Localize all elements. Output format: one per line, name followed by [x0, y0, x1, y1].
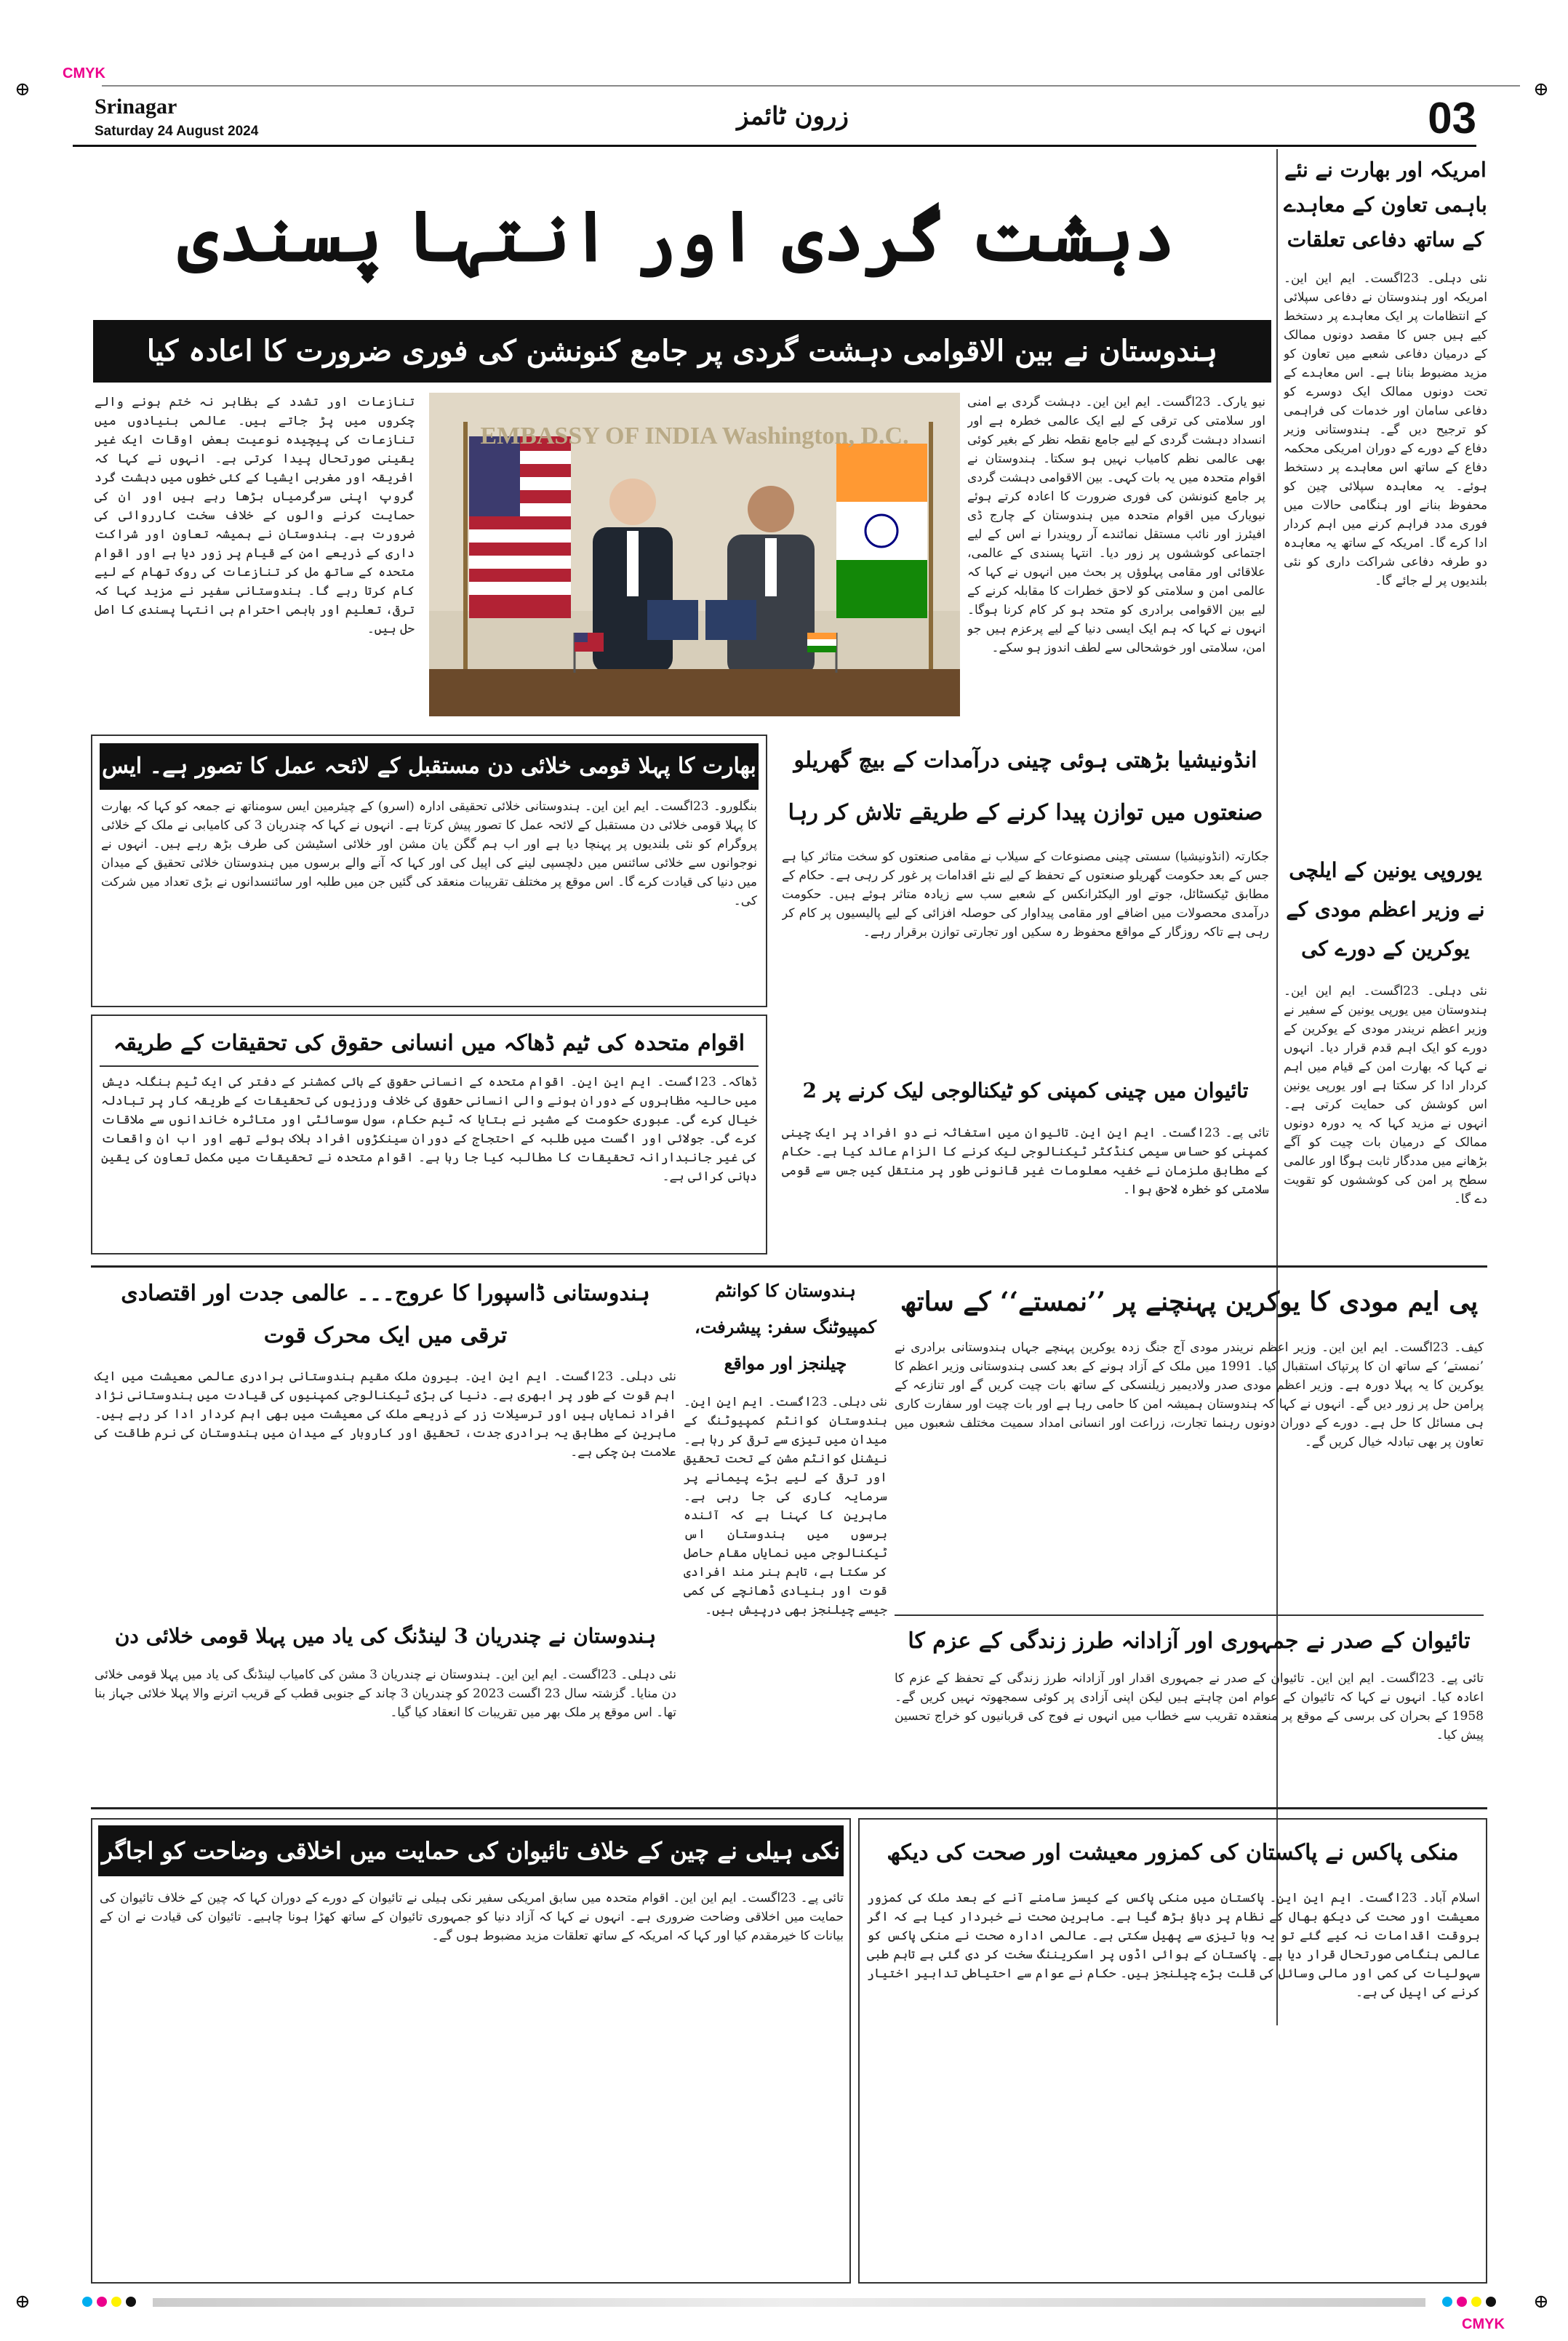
pakistan-box: [858, 1818, 1487, 2284]
space-day-headline: بھارت کا پہلا قومی خلائی دن مستقبل کے لائحہ عمل کا تصور ہے۔ ایس: [100, 743, 759, 790]
lead-photo-illustration: [429, 393, 960, 716]
page-number: 03: [1428, 94, 1476, 143]
haley-headline: نکی ہیلی نے چین کے خلاف تائیوان کی حمایت میں اخلاقی وضاحت کو اجاگر: [98, 1825, 844, 1876]
bottom-gradient-bar: [153, 2298, 1425, 2307]
lead-text-left: تنازعات اور تشدد کے بظاہر نہ ختم ہونے والے چکروں میں پڑ جاتے ہیں۔ عالمی بنیادوں میں تنازعات کی پیچیدہ نوعیت بعض اوقات ایک غیر یقینی صورتحال پیدا کرتی ہے۔ انہوں نے کہا کہ افریقہ اور مغربی ایشیا کے کئی خطوں میں دہشت گرد گروپ اپنی سرگرمیاں بڑھا رہے ہیں اور ان کی حمایت کرنے والوں کے خلاف سخت کارروائی کی ضرورت ہے۔ ہندوستان نے ہمیشہ تعاون اور شراکت داری کے ذریعے امن کے قیام پر زور دیا ہے اور اقوام متحدہ کے ساتھ مل کر تنازعات کی روک تھام کے لیے کام کرتا رہے گا۔ ہندوستانی سفیر نے مزید کہا کہ ترقی، تعلیم اور باہمی احترام ہی انتہا پسندی کا اصل حل ہیں۔: [95, 395, 415, 636]
modi-text: کیف۔ 23اگست۔ ایم این این۔ وزیر اعظم نریندر مودی آج جنگ زدہ یوکرین پہنچے جہاں ہندوستانی برادری نے ’نمستے‘ کے ساتھ ان کا پرتپاک استقبال کیا۔ 1991 میں ملک کے آزاد ہونے کے بعد کسی ہندوستانی وزیر اعظم کا یوکرین کا یہ پہلا دورہ ہے۔ وزیر اعظم مودی صدر ولادیمیر زیلنسکی کے ساتھ بات چیت کریں گے اور تنازعہ کے پرامن حل پر زور دیں گے۔ انہوں نے کہا کہ ہندوستان ہمیشہ امن کا حامی رہا ہے اور بات چیت اور سفارت کاری ہی مسائل کا حل ہے۔ دورے کے دوران دونوں رہنما تجارت، زراعت اور انسانی امداد سمیت مختلف شعبوں میں تعاون پر بھی تبادلہ خیال کریں گے۔: [895, 1340, 1484, 1449]
haley-text: تائی پے۔ 23اگست۔ ایم این این۔ اقوام متحدہ میں سابق امریکی سفیر نکی ہیلی نے تائیوان کے دورے کے دوران کہا کہ چین کے خلاف تائیوان کی حمایت میں اخلاقی وضاحت ضروری ہے۔ انہوں نے کہا کہ آزاد دنیا کو جمہوری تائیوان کے ساتھ کھڑا ہونا چاہیے۔ تائیوان کی قیادت نے ان کے بیانات کا خیرمقدم کیا اور کہا کہ امریکہ کے ساتھ تعلقات مزید مضبوط ہوں گے۔: [100, 1891, 844, 1943]
registration-mark-top-right: ⊕: [1533, 79, 1549, 100]
taiwan-leak-headline: تائیوان میں چینی کمپنی کو ٹیکنالوجی لیک کرنے پر 2: [802, 1079, 1249, 1103]
table-surface: [429, 669, 960, 716]
taiwan-president-text: تائی پے۔ 23اگست۔ ایم این این۔ تائیوان کے صدر نے جمہوری اقدار اور آزادانہ طرز زندگی کے تحفظ کے عزم کا اعادہ کیا۔ انہوں نے کہا کہ تائیوان کے عوام امن چاہتے ہیں لیکن اپنی آزادی پر کوئی سمجھوتہ نہیں کریں گے۔ 1958 کے بحران کی برسی کے موقع پر منعقدہ تقریب سے خطاب میں انہوں نے فوج کی قربانیوں کو خراج تحسین پیش کیا۔: [895, 1671, 1484, 1742]
chandrayaan-headline: ہندوستان نے چندریان 3 لینڈنگ کی یاد میں پہلا قومی خلائی دن: [114, 1624, 657, 1648]
color-dots-left: [80, 2296, 138, 2310]
color-dots-right: [1440, 2296, 1498, 2310]
un-dhaka-text: ڈھاکہ۔ 23اگست۔ ایم این این۔ اقوام متحدہ کے انسانی حقوق کے ہائی کمشنر کے دفتر کی ایک ٹیم بنگلہ دیش میں حالیہ مظاہروں کے دوران ہونے والی انسانی حقوق کی خلاف ورزیوں کی تحقیقات کے طریقہ کار پر تبادلہ خیال کرے گی۔ عبوری حکومت کے مشیر نے بتایا کہ ٹیم حکام، سول سوسائٹی اور متاثرہ خاندانوں سے ملاقات کرے گی۔ جولائی اور اگست میں طلبہ کے احتجاج کے دوران سینکڑوں افراد ہلاک ہوئے تھے اور اب ان واقعات کی غیر جانبدارانہ تحقیقات کا مطالبہ کیا جا رہا ہے۔ اقوام متحدہ نے تحقیقات میں مکمل تعاون کی یقین دہانی کرائی ہے۔: [101, 1075, 757, 1184]
date-label: Saturday 24 August 2024: [95, 124, 259, 139]
indonesia-text: جکارتہ (انڈونیشیا) سستی چینی مصنوعات کے سیلاب نے مقامی صنعتوں کو سخت متاثر کیا ہے جس کے بعد حکومت گھریلو صنعتوں کے تحفظ کے لیے نئے اقدامات پر غور کر رہی ہے۔ حکام کے مطابق ٹیکسٹائل، جوتے اور الیکٹرانکس کے شعبے سب سے زیادہ متاثر ہوئے ہیں۔ حکومت درآمدی محصولات میں اضافے اور مقامی پیداوار کی حوصلہ افزائی کے لیے پالیسیوں پر کام کر رہی ہے تاکہ روزگار کے مواقع محفوظ رہ سکیں اور تجارتی توازن برقرار رہے۔: [782, 849, 1269, 940]
sidebar-story2-headline: یوروپی یونین کے ایلچی نے وزیر اعظم مودی کے یوکرین کے دورے کی: [1286, 858, 1485, 961]
signed-document-right: [705, 600, 756, 640]
un-dhaka-headline: اقوام متحدہ کی ٹیم ڈھاکہ میں انسانی حقوق کی تحقیقات کے طریقہ: [100, 1020, 759, 1067]
taiwan-president-headline: تائیوان کے صدر نے جمہوری اور آزادانہ طرز زندگی کے عزم کا: [895, 1614, 1484, 1665]
pakistan-text: اسلام آباد۔ 23اگست۔ ایم این این۔ پاکستان میں منکی پاکس کے کیسز سامنے آنے کے بعد ملک کی کمزور معیشت اور صحت کی دیکھ بھال کے نظام پر دباؤ بڑھ گیا ہے۔ ماہرین صحت نے خبردار کیا ہے کہ اگر بروقت اقدامات نہ کیے گئے تو یہ وبا تیزی سے پھیل سکتی ہے۔ عالمی ادارہ صحت نے منکی پاکس کو عالمی ہنگامی صورتحال قرار دیا ہے۔ پاکستان کے ہوائی اڈوں پر اسکریننگ سخت کر دی گئی ہے تاہم طبی سہولیات کی کمی اور مالی وسائل کی قلت بڑے چیلنجز ہیں۔ حکام نے عوام سے احتیاطی تدابیر اختیار کرنے کی اپیل کی ہے۔: [867, 1891, 1480, 2000]
un-dhaka-box: [91, 1015, 767, 1254]
lead-subheadline: ہندوستان نے بین الاقوامی دہشت گردی پر جامع کنونشن کی فوری ضرورت کا اعادہ کیا: [93, 320, 1271, 383]
diaspora-headline: ہندوستانی ڈاسپورا کا عروج۔۔۔ عالمی جدت اور اقتصادی ترقی میں ایک محرک قوت: [121, 1281, 650, 1348]
sidebar-story1-text: نئی دہلی۔ 23اگست۔ ایم این این۔ امریکہ اور ہندوستان نے دفاعی سپلائی کے انتظامات پر ایک معاہدے پر دستخط کیے ہیں جس کا مقصد دونوں ممالک کے درمیان دفاعی شعبے میں تعاون کو مزید مضبوط بنانا ہے۔ اس معاہدے کے تحت دونوں ممالک ایک دوسرے کو دفاعی سامان اور خدمات کی فراہمی کو ترجیح دیں گے۔ ہندوستانی وزیر دفاع کے دورے کے دوران امریکی محکمہ دفاع کے ساتھ اس معاہدے پر دستخط ہوئے۔ یہ معاہدہ سپلائی چین کو محفوظ بنانے اور ہنگامی حالات میں فوری مدد فراہم کرنے میں اہم کردار ادا کرے گا۔ امریکہ کے ساتھ یہ معاہدہ دو طرفہ دفاعی شراکت داری کو نئی بلندیوں پر لے جائے گا۔: [1284, 271, 1487, 588]
lower-divider: [91, 1807, 1487, 1809]
cmyk-mark-bottom: CMYK: [1462, 2316, 1505, 2332]
photo-banner-text: EMBASSY OF INDIA Washington, D.C.: [480, 423, 909, 449]
signed-document-left: [647, 600, 698, 640]
space-day-box: [91, 735, 767, 1007]
masthead-row: [73, 95, 1476, 147]
lead-text-right: نیو یارک۔ 23اگست۔ ایم این این۔ دہشت گردی بے امنی اور سلامتی کی ترقی کے لیے ایک عالمی خطرہ ہے اور انسداد دہشت گردی کے لیے جامع نقطہ نظر کے بغیر کوئی بھی عالمی نظم کامیاب نہیں ہو سکتا۔ ہندوستان نے اقوام متحدہ میں یہ بات کہی۔ بین الاقوامی دہشت گردی پر جامع کنونشن کی فوری ضرورت کا اعادہ کرتے ہوئے نیویارک میں اقوام متحدہ میں ہندوستان کے چارج ڈی افیئرز اور نائب مستقل نمائندے آر رویندرا نے اس کے لیے اجتماعی کوششوں پر زور دیا۔ انتہا پسندی کے عالمی، علاقائی اور مقامی پہلوؤں پر بحث میں انہوں نے کہا کہ عالمی امن و سلامتی کو لاحق خطرات کا مقابلہ کرنے کے لیے بین الاقوامی برادری کو متحد ہو کر کام کرنا ہوگا۔ انہوں نے کہا کہ ہم ایک ایسی دنیا کے لیے پرعزم ہیں جو امن، سلامتی اور خوشحالی سے لطف اندوز ہو سکے۔: [967, 395, 1265, 655]
quantum-text: نئی دہلی۔ 23اگست۔ ایم این این۔ ہندوستان کوانٹم کمپیوٹنگ کے میدان میں تیزی سے ترقی کر رہا ہے۔ نیشنل کوانٹم مشن کے تحت تحقیق اور ترقی کے لیے بڑے پیمانے پر سرمایہ کاری کی جا رہی ہے۔ ماہرین کا کہنا ہے کہ آئندہ برسوں میں ہندوستان اس ٹیکنالوجی میں نمایاں مقام حاصل کر سکتا ہے، تاہم ہنر مند افرادی قوت اور بنیادی ڈھانچے کی کمی جیسے چیلنجز بھی درپیش ہیں۔: [684, 1395, 887, 1617]
registration-mark-bottom-right: ⊕: [1533, 2291, 1549, 2313]
registration-mark-top-left: ⊕: [15, 79, 31, 100]
sidebar-story2-text: نئی دہلی۔ 23اگست۔ ایم این این۔ ہندوستان میں یورپی یونین کے سفیر نے وزیر اعظم نریندر مودی کے یوکرین کے دورے کو ایک اہم قدم قرار دیا۔ انہوں نے کہا کہ بھارت امن کے قیام میں اہم کردار ادا کر سکتا ہے اور یورپی یونین اس کوشش کی حمایت کرتی ہے۔ انہوں نے مزید کہا کہ یہ دورہ دونوں ممالک کے درمیان بات چیت کو آگے بڑھانے میں مددگار ثابت ہوگا اور عالمی سطح پر امن کی کوششوں کو تقویت دے گا۔: [1284, 984, 1487, 1206]
city-label: Srinagar: [95, 95, 177, 119]
quantum-headline: ہندوستان کا کوانٹم کمپیوٹنگ سفر: پیشرفت، چیلنجز اور مواقع: [694, 1280, 876, 1374]
top-rule: [102, 85, 1520, 87]
taiwan-leak-text: تائی پے۔ 23اگست۔ ایم این این۔ تائیوان میں استغاثہ نے دو افراد پر ایک چینی کمپنی کو حساس سیمی کنڈکٹر ٹیکنالوجی لیک کرنے کا الزام عائد کیا ہے۔ حکام کے مطابق ملزمان نے خفیہ معلومات غیر قانونی طور پر منتقل کیں جس سے قومی سلامتی کو خطرہ لاحق ہوا۔: [782, 1126, 1269, 1197]
space-day-text: بنگلورو۔ 23اگست۔ ایم این این۔ ہندوستانی خلائی تحقیقی ادارہ (اسرو) کے چیئرمین ایس سومناتھ نے جمعہ کو کہا کہ بھارت کا پہلا قومی خلائی دن مستقبل کے لائحہ عمل کا تصور پیش کرتا ہے۔ انہوں نے کہا کہ چندریان 3 کی کامیابی نے ملک کے خلائی پروگرام کو نئی بلندیوں پر پہنچا دیا ہے اور اب ہم گگن یان مشن اور خلائی اسٹیشن کی طرف بڑھ رہے ہیں۔ انہوں نے نوجوانوں سے خلائی سائنس میں دلچسپی لینے کی اپیل کی اور کہا کہ آنے والے برسوں میں ہندوستان خلائی تحقیق کے میدان میں دنیا کی قیادت کرے گا۔ اس موقع پر مختلف تقریبات منعقد کی گئیں جن میں طلبہ اور سائنسدانوں نے بڑی تعداد میں شرکت کی۔: [101, 799, 757, 908]
pakistan-headline: منکی پاکس نے پاکستان کی کمزور معیشت اور صحت کی دیکھ: [887, 1840, 1459, 1865]
masthead-logo: زرون ٹائمز: [737, 102, 849, 131]
haley-box: [91, 1818, 851, 2284]
indonesia-headline: انڈونیشیا بڑھتی ہوئی چینی درآمدات کے بیچ گھریلو صنعتوں میں توازن پیدا کرنے کے طریقے تلاش کر رہا: [788, 748, 1263, 825]
cmyk-mark-top: CMYK: [63, 65, 105, 81]
modi-headline: پی ایم مودی کا یوکرین پہنچنے پر ’’نمستے‘‘ کے ساتھ: [900, 1286, 1479, 1317]
chandrayaan-text: نئی دہلی۔ 23اگست۔ ایم این این۔ ہندوستان نے چندریان 3 مشن کی کامیاب لینڈنگ کی یاد میں پہلا قومی خلائی دن منایا۔ گزشتہ سال 23 اگست 2023 کو چندریان 3 چاند کے جنوبی قطب کے قریب اترنے والا پہلا خلائی جہاز بنا تھا۔ اس موقع پر ملک بھر میں تقریبات کا انعقاد کیا گیا۔: [95, 1668, 676, 1720]
lead-headline: دہشت گردی اور انتہا پسندی: [177, 195, 1175, 277]
lead-photo: [429, 393, 960, 716]
diaspora-text: نئی دہلی۔ 23اگست۔ ایم این این۔ بیرون ملک مقیم ہندوستانی برادری عالمی معیشت میں ایک اہم قوت کے طور پر ابھری ہے۔ دنیا کی بڑی ٹیکنالوجی کمپنیوں کی قیادت میں ہندوستانی نژاد افراد نمایاں ہیں اور ترسیلات زر کے ذریعے ملک کی معیشت میں بھی اہم کردار ادا کر رہے ہیں۔ ماہرین کے مطابق یہ برادری جدت، تحقیق اور کاروبار کے میدان میں ہندوستان کی نرم طاقت کی علامت بن چکی ہے۔: [95, 1369, 676, 1460]
sidebar-story1-headline: امریکہ اور بھارت نے نئے باہمی تعاون کے معاہدے کے ساتھ دفاعی تعلقات: [1284, 158, 1487, 252]
registration-mark-bottom-left: ⊕: [15, 2291, 31, 2313]
mid-divider: [91, 1265, 1487, 1268]
